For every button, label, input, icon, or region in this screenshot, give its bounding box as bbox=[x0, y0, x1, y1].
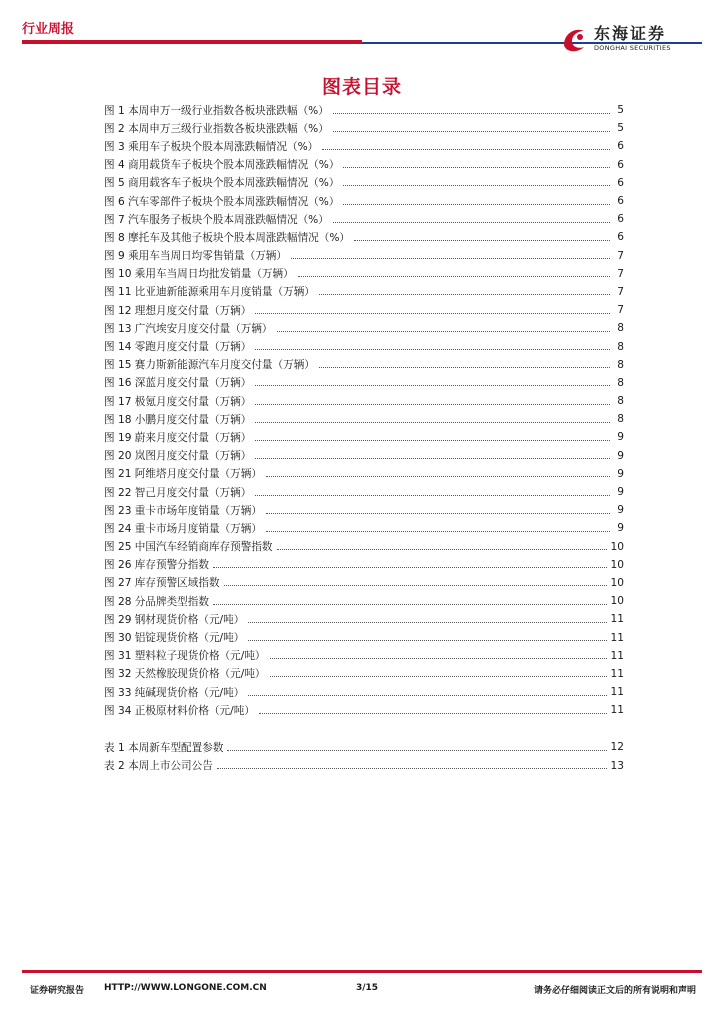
dot-leader bbox=[270, 675, 607, 677]
logo-emblem-icon bbox=[558, 23, 590, 55]
dot-leader bbox=[213, 566, 607, 568]
dot-leader bbox=[333, 130, 610, 132]
dot-leader bbox=[277, 548, 607, 550]
dot-leader bbox=[217, 767, 607, 769]
toc-figure-entry[interactable] bbox=[104, 283, 624, 301]
toc-figure-entry-page-number: 10 bbox=[610, 558, 624, 571]
dot-leader bbox=[266, 475, 610, 477]
toc-figure-entry-page-number: 7 bbox=[617, 249, 624, 262]
dot-leader bbox=[255, 384, 610, 386]
toc-figure-entry-label: 图 4 商用载货车子板块个股本周涨跌幅情况（%） bbox=[104, 159, 340, 172]
toc-figure-entry[interactable] bbox=[104, 592, 624, 610]
toc-figure-entry-label: 图 18 小鹏月度交付量（万辆） bbox=[104, 413, 252, 426]
toc-figure-entry-label: 图 23 重卡市场年度销量（万辆） bbox=[104, 504, 262, 517]
toc-figure-entry-label: 图 17 极氪月度交付量（万辆） bbox=[104, 395, 252, 408]
toc-figure-entry-label: 图 21 阿维塔月度交付量（万辆） bbox=[104, 468, 262, 481]
toc-figure-entry[interactable] bbox=[104, 247, 624, 265]
toc-figure-entry[interactable] bbox=[104, 356, 624, 374]
dot-leader bbox=[343, 203, 610, 205]
toc-figure-entry[interactable] bbox=[104, 701, 624, 719]
toc-figure-entry-label: 图 11 比亚迪新能源乘用车月度销量（万辆） bbox=[104, 286, 315, 299]
toc-figure-entry[interactable] bbox=[104, 337, 624, 355]
dot-leader bbox=[333, 112, 610, 114]
dot-leader bbox=[255, 312, 610, 314]
dot-leader bbox=[213, 603, 607, 605]
toc-figure-entry-page-number: 11 bbox=[610, 667, 624, 680]
dot-leader bbox=[343, 184, 610, 186]
toc-figure-entry[interactable] bbox=[104, 574, 624, 592]
dot-leader bbox=[248, 621, 606, 623]
logo-chinese-name: 东海证券 bbox=[594, 24, 667, 44]
toc-figure-entry[interactable] bbox=[104, 610, 624, 628]
dot-leader bbox=[319, 293, 610, 295]
dot-leader bbox=[266, 512, 610, 514]
toc-figure-entry-page-number: 11 bbox=[610, 704, 624, 717]
toc-figure-entry-page-number: 9 bbox=[617, 431, 624, 444]
toc-figure-entry[interactable] bbox=[104, 156, 624, 174]
toc-figure-entry[interactable] bbox=[104, 428, 624, 446]
toc-figure-entry-label: 图 3 乘用车子板块个股本周涨跌幅情况（%） bbox=[104, 140, 319, 153]
toc-figure-entry[interactable] bbox=[104, 465, 624, 483]
toc-table-entry[interactable] bbox=[104, 757, 624, 775]
toc-figure-entry-label: 图 7 汽车服务子板块个股本周涨跌幅情况（%） bbox=[104, 213, 329, 226]
toc-figure-entry-page-number: 10 bbox=[610, 595, 624, 608]
toc-figure-entry-page-number: 10 bbox=[610, 576, 624, 589]
toc-figure-entry-page-number: 5 bbox=[617, 122, 624, 135]
toc-figure-entry-label: 图 6 汽车零部件子板块个股本周涨跌幅情况（%） bbox=[104, 195, 340, 208]
toc-figure-entry-label: 图 31 塑料粒子现货价格（元/吨） bbox=[104, 650, 266, 663]
dot-leader bbox=[343, 166, 610, 168]
toc-figure-entry-label: 图 19 蔚来月度交付量（万辆） bbox=[104, 431, 252, 444]
toc-figure-entry-page-number: 8 bbox=[617, 376, 624, 389]
toc-figure-entry-page-number: 7 bbox=[617, 304, 624, 317]
toc-figure-entry-label: 图 33 纯碱现货价格（元/吨） bbox=[104, 686, 245, 699]
dot-leader bbox=[248, 694, 606, 696]
dot-leader bbox=[266, 530, 610, 532]
toc-figure-entry[interactable] bbox=[104, 483, 624, 501]
toc-figure-entry[interactable] bbox=[104, 538, 624, 556]
toc-figure-entry-page-number: 6 bbox=[617, 176, 624, 189]
toc-figure-entry-label: 图 29 钢材现货价格（元/吨） bbox=[104, 613, 245, 626]
toc-figure-entry-page-number: 8 bbox=[617, 413, 624, 426]
toc-figure-entry-page-number: 6 bbox=[617, 213, 624, 226]
toc-figure-entry-page-number: 7 bbox=[617, 285, 624, 298]
toc-figure-entry[interactable] bbox=[104, 101, 624, 119]
toc-figure-entry-page-number: 8 bbox=[617, 322, 624, 335]
dot-leader bbox=[291, 257, 610, 259]
dot-leader bbox=[248, 639, 606, 641]
toc-figure-entry[interactable] bbox=[104, 301, 624, 319]
toc-figure-entry[interactable] bbox=[104, 556, 624, 574]
report-type-label: 行业周报 bbox=[22, 22, 75, 37]
toc-figure-entry[interactable] bbox=[104, 501, 624, 519]
header-rule-red bbox=[22, 40, 362, 44]
footer-disclaimer: 请务必仔细阅读正文后的所有说明和声明 bbox=[533, 986, 696, 996]
dot-leader bbox=[259, 712, 607, 714]
toc-figure-entry-page-number: 7 bbox=[617, 267, 624, 280]
toc-figure-entry-label: 图 1 本周申万一级行业指数各板块涨跌幅（%） bbox=[104, 104, 329, 117]
dot-leader bbox=[255, 494, 610, 496]
toc-figure-entry[interactable] bbox=[104, 228, 624, 246]
toc-figure-entry[interactable] bbox=[104, 392, 624, 410]
toc-figure-entry-label: 图 13 广汽埃安月度交付量（万辆） bbox=[104, 322, 273, 335]
toc-figure-entry-label: 图 15 赛力斯新能源汽车月度交付量（万辆） bbox=[104, 359, 315, 372]
toc-table-entry[interactable] bbox=[104, 738, 624, 756]
toc-figure-entry-label: 图 2 本周申万三级行业指数各板块涨跌幅（%） bbox=[104, 122, 329, 135]
toc-figure-entry[interactable] bbox=[104, 683, 624, 701]
toc-figure-entry[interactable] bbox=[104, 628, 624, 646]
toc-figure-entry[interactable] bbox=[104, 192, 624, 210]
dot-leader bbox=[255, 439, 610, 441]
page-title: 图表目录 bbox=[321, 76, 402, 98]
toc-figure-entry-label: 图 12 理想月度交付量（万辆） bbox=[104, 304, 252, 317]
dot-leader bbox=[255, 403, 610, 405]
dot-leader bbox=[319, 366, 610, 368]
dot-leader bbox=[322, 148, 610, 150]
logo-english-name: DONGHAI SECURITIES bbox=[594, 44, 671, 53]
dot-leader bbox=[255, 457, 610, 459]
footer-rule bbox=[22, 970, 702, 973]
toc-table-entry-label: 表 1 本周新车型配置参数 bbox=[104, 741, 224, 754]
toc-figure-entry[interactable] bbox=[104, 447, 624, 465]
toc-figure-entry[interactable] bbox=[104, 519, 624, 537]
toc-figure-entry[interactable] bbox=[104, 137, 624, 155]
toc-figure-entry-label: 图 32 天然橡胶现货价格（元/吨） bbox=[104, 668, 266, 681]
toc-figure-entry[interactable] bbox=[104, 665, 624, 683]
toc-figure-entry-label: 图 10 乘用车当周日均批发销量（万辆） bbox=[104, 268, 294, 281]
toc-figure-entry[interactable] bbox=[104, 374, 624, 392]
toc-figure-entry-page-number: 6 bbox=[617, 158, 624, 171]
toc-figure-entry-label: 图 14 零跑月度交付量（万辆） bbox=[104, 341, 252, 354]
toc-figure-entry-label: 图 5 商用载客车子板块个股本周涨跌幅情况（%） bbox=[104, 177, 340, 190]
toc-figure-entry[interactable] bbox=[104, 410, 624, 428]
footer bbox=[22, 983, 702, 997]
toc-figure-entry-label: 图 22 智己月度交付量（万辆） bbox=[104, 486, 252, 499]
toc-figure-entry-label: 图 24 重卡市场月度销量（万辆） bbox=[104, 522, 262, 535]
section-gap bbox=[104, 719, 624, 738]
dot-leader bbox=[277, 330, 610, 332]
toc-figure-entry-page-number: 9 bbox=[617, 522, 624, 535]
toc-figure-entry[interactable] bbox=[104, 174, 624, 192]
toc-figure-entry-label: 图 25 中国汽车经销商库存预警指数 bbox=[104, 541, 273, 554]
footer-report-label: 证券研究报告 bbox=[30, 986, 85, 996]
dot-leader bbox=[255, 348, 610, 350]
toc-figure-entry-label: 图 30 铝锭现货价格（元/吨） bbox=[104, 632, 245, 645]
toc-table-entry-page-number: 12 bbox=[610, 741, 624, 754]
toc-figure-entry-page-number: 11 bbox=[610, 613, 624, 626]
footer-website-link[interactable]: HTTP://WWW.LONGONE.COM.CN bbox=[104, 983, 267, 993]
toc-figure-entry-page-number: 9 bbox=[617, 449, 624, 462]
toc-figure-entry-page-number: 9 bbox=[617, 504, 624, 517]
toc-table-entry-label: 表 2 本周上市公司公告 bbox=[104, 760, 213, 773]
toc-figure-entry-label: 图 27 库存预警区域指数 bbox=[104, 577, 220, 590]
toc-figure-entry-label: 图 8 摩托车及其他子板块个股本周涨跌幅情况（%） bbox=[104, 231, 351, 244]
toc-figure-entry[interactable] bbox=[104, 119, 624, 137]
toc-figure-entry-label: 图 16 深蓝月度交付量（万辆） bbox=[104, 377, 252, 390]
dot-leader bbox=[224, 584, 607, 586]
footer-page-number: 3/15 bbox=[356, 983, 379, 993]
toc-figure-entry-label: 图 34 正极原材料价格（元/吨） bbox=[104, 704, 255, 717]
dot-leader bbox=[333, 221, 610, 223]
dot-leader bbox=[227, 749, 606, 751]
dot-leader bbox=[298, 275, 610, 277]
toc-figure-entry-label: 图 9 乘用车当周日均零售销量（万辆） bbox=[104, 250, 287, 263]
toc-figure-entry-page-number: 10 bbox=[610, 540, 624, 553]
toc-figure-entry-page-number: 9 bbox=[617, 467, 624, 480]
toc-figure-entry-page-number: 8 bbox=[617, 340, 624, 353]
toc-figure-entry-page-number: 11 bbox=[610, 649, 624, 662]
toc-figure-entry-page-number: 6 bbox=[617, 140, 624, 153]
toc-figure-entry-page-number: 8 bbox=[617, 358, 624, 371]
toc-figure-entry-page-number: 6 bbox=[617, 195, 624, 208]
toc-figure-entry-page-number: 5 bbox=[617, 104, 624, 117]
company-logo bbox=[558, 22, 708, 56]
dot-leader bbox=[255, 421, 610, 423]
table-list bbox=[104, 738, 624, 774]
dot-leader bbox=[270, 657, 607, 659]
toc-figure-entry-label: 图 20 岚图月度交付量（万辆） bbox=[104, 450, 252, 463]
toc-figure-entry-page-number: 6 bbox=[617, 231, 624, 244]
toc-figure-entry-page-number: 8 bbox=[617, 395, 624, 408]
toc-figure-entry-page-number: 11 bbox=[610, 631, 624, 644]
dot-leader bbox=[354, 239, 610, 241]
toc-figure-entry[interactable] bbox=[104, 647, 624, 665]
toc-figure-entry[interactable] bbox=[104, 210, 624, 228]
toc-figure-entry-page-number: 11 bbox=[610, 686, 624, 699]
toc-table-entry-page-number: 13 bbox=[610, 759, 624, 772]
figure-list bbox=[104, 101, 624, 719]
toc-figure-entry[interactable] bbox=[104, 265, 624, 283]
table-of-contents bbox=[104, 101, 624, 775]
toc-figure-entry[interactable] bbox=[104, 319, 624, 337]
toc-figure-entry-page-number: 9 bbox=[617, 486, 624, 499]
toc-figure-entry-label: 图 28 分品牌类型指数 bbox=[104, 595, 209, 608]
toc-figure-entry-label: 图 26 库存预警分指数 bbox=[104, 559, 209, 572]
